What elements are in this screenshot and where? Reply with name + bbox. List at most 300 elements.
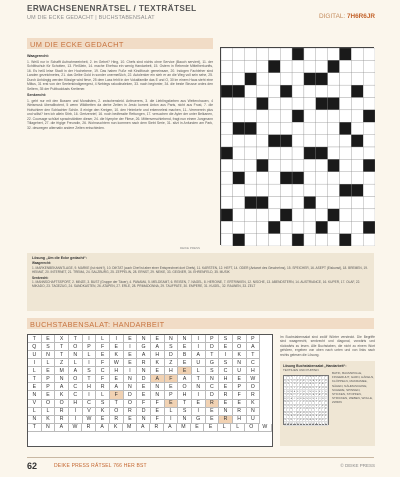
letter-cell[interactable]: R <box>82 424 96 432</box>
crossword-cell[interactable] <box>221 110 233 122</box>
crossword-cell[interactable] <box>221 234 233 246</box>
letter-cell[interactable]: X <box>55 335 69 343</box>
crossword-cell[interactable] <box>221 184 233 196</box>
letter-cell[interactable]: H <box>69 400 83 408</box>
letter-cell[interactable]: P <box>206 335 220 343</box>
crossword-cell[interactable] <box>339 110 351 122</box>
letter-cell[interactable]: O <box>110 408 124 416</box>
letter-cell[interactable]: A <box>164 424 178 432</box>
crossword-cell[interactable] <box>245 135 257 147</box>
crossword-cell[interactable] <box>221 48 233 60</box>
letter-cell[interactable]: S <box>83 367 97 375</box>
crossword-cell[interactable] <box>245 172 257 184</box>
letter-cell[interactable]: W <box>83 416 97 424</box>
crossword-cell[interactable] <box>304 135 316 147</box>
letter-cell[interactable]: U <box>28 351 42 359</box>
letter-cell[interactable]: W <box>69 424 83 432</box>
letter-cell[interactable]: N <box>151 383 165 391</box>
letter-grid[interactable] <box>27 334 273 447</box>
crossword-cell[interactable] <box>304 159 316 171</box>
crossword-cell[interactable] <box>304 184 316 196</box>
crossword-cell[interactable] <box>339 221 351 233</box>
letter-cell[interactable]: Q <box>28 343 42 351</box>
letter-cell[interactable]: K <box>96 408 110 416</box>
letter-cell[interactable]: E <box>110 343 124 351</box>
crossword-cell[interactable] <box>280 221 292 233</box>
letter-cell[interactable]: R <box>219 391 233 399</box>
letter-cell[interactable]: R <box>124 408 138 416</box>
letter-cell[interactable]: L <box>192 367 206 375</box>
letter-cell[interactable]: N <box>137 367 151 375</box>
letter-cell[interactable]: U <box>247 416 261 424</box>
crossword-cell[interactable] <box>268 122 280 134</box>
crossword-cell[interactable] <box>268 85 280 97</box>
letter-cell[interactable]: R <box>137 359 151 367</box>
letter-cell[interactable]: T <box>69 335 83 343</box>
letter-cell[interactable]: E <box>124 416 138 424</box>
crossword-cell[interactable] <box>245 98 257 110</box>
letter-cell[interactable]: H <box>247 367 261 375</box>
letter-cell[interactable]: M <box>55 367 69 375</box>
letter-cell[interactable]: R <box>55 416 69 424</box>
letter-cell[interactable]: H <box>151 351 165 359</box>
letter-cell[interactable]: V <box>83 408 97 416</box>
letter-cell[interactable]: S <box>219 359 233 367</box>
crossword-cell[interactable] <box>292 122 304 134</box>
letter-cell[interactable]: M <box>123 424 137 432</box>
crossword-cell[interactable] <box>304 234 316 246</box>
letter-cell[interactable]: R <box>206 400 220 408</box>
letter-cell[interactable]: E <box>151 367 165 375</box>
letter-cell[interactable]: L <box>165 408 179 416</box>
crossword-cell[interactable] <box>245 221 257 233</box>
letter-cell[interactable]: N <box>69 351 83 359</box>
crossword-cell[interactable] <box>292 73 304 85</box>
crossword-cell[interactable] <box>304 172 316 184</box>
crossword-cell[interactable] <box>304 110 316 122</box>
letter-cell[interactable]: T <box>28 375 42 383</box>
letter-cell[interactable]: K <box>247 400 261 408</box>
letter-cell[interactable]: U <box>233 367 247 375</box>
crossword-cell[interactable] <box>292 221 304 233</box>
crossword-cell[interactable] <box>221 172 233 184</box>
crossword-cell[interactable] <box>233 135 245 147</box>
letter-cell[interactable]: K <box>110 351 124 359</box>
letter-cell[interactable]: S <box>206 367 220 375</box>
letter-cell[interactable]: D <box>206 391 220 399</box>
crossword-cell[interactable] <box>363 73 375 85</box>
crossword-cell[interactable] <box>233 60 245 72</box>
crossword-cell[interactable] <box>304 85 316 97</box>
letter-cell[interactable]: G <box>192 416 206 424</box>
crossword-cell[interactable] <box>245 110 257 122</box>
crossword-cell[interactable] <box>268 184 280 196</box>
crossword-cell[interactable] <box>339 135 351 147</box>
crossword-cell[interactable] <box>363 98 375 110</box>
crossword-cell[interactable] <box>363 135 375 147</box>
crossword-cell[interactable] <box>257 209 269 221</box>
letter-cell[interactable]: E <box>96 351 110 359</box>
letter-cell[interactable]: E <box>165 383 179 391</box>
letter-cell[interactable]: L <box>218 424 232 432</box>
crossword-cell[interactable] <box>245 184 257 196</box>
crossword-cell[interactable] <box>268 172 280 184</box>
crossword-cell[interactable] <box>257 184 269 196</box>
crossword-cell[interactable] <box>292 209 304 221</box>
crossword-cell[interactable] <box>292 135 304 147</box>
crossword-cell[interactable] <box>257 221 269 233</box>
letter-cell[interactable]: P <box>233 383 247 391</box>
letter-cell[interactable]: D <box>137 375 151 383</box>
letter-cell[interactable]: L <box>28 408 42 416</box>
letter-cell[interactable]: H <box>165 367 179 375</box>
letter-cell[interactable]: T <box>206 351 220 359</box>
letter-cell[interactable]: Z <box>55 359 69 367</box>
letter-cell[interactable]: R <box>219 416 233 424</box>
crossword-cell[interactable] <box>363 234 375 246</box>
crossword-cell[interactable] <box>363 60 375 72</box>
letter-cell[interactable]: T <box>83 375 97 383</box>
crossword-cell[interactable] <box>233 209 245 221</box>
crossword-cell[interactable] <box>339 209 351 221</box>
letter-cell[interactable]: E <box>178 343 192 351</box>
crossword-cell[interactable] <box>292 184 304 196</box>
letter-cell[interactable]: I <box>192 391 206 399</box>
crossword-cell[interactable] <box>268 197 280 209</box>
letter-cell[interactable]: C <box>219 367 233 375</box>
letter-cell[interactable]: A <box>69 367 83 375</box>
letter-cell[interactable]: I <box>192 408 206 416</box>
letter-cell[interactable]: I <box>83 391 97 399</box>
crossword-cell[interactable] <box>233 197 245 209</box>
letter-cell[interactable]: A <box>96 424 110 432</box>
crossword-cell[interactable] <box>328 85 340 97</box>
letter-cell[interactable]: I <box>69 416 83 424</box>
crossword-cell[interactable] <box>280 48 292 60</box>
letter-cell[interactable]: N <box>165 335 179 343</box>
letter-cell[interactable]: E <box>124 335 138 343</box>
crossword-cell[interactable] <box>304 221 316 233</box>
crossword-cell[interactable] <box>221 159 233 171</box>
letter-cell[interactable]: N <box>124 375 138 383</box>
letter-cell[interactable]: R <box>233 408 247 416</box>
letter-cell[interactable]: A <box>110 383 124 391</box>
letter-cell[interactable]: F <box>151 400 165 408</box>
crossword-cell[interactable] <box>363 122 375 134</box>
letter-cell[interactable]: L <box>96 335 110 343</box>
crossword-cell[interactable] <box>268 110 280 122</box>
letter-cell[interactable]: C <box>247 359 261 367</box>
crossword-cell[interactable] <box>280 234 292 246</box>
letter-cell[interactable]: N <box>247 408 261 416</box>
crossword-cell[interactable] <box>280 110 292 122</box>
letter-cell[interactable]: N <box>42 424 56 432</box>
letter-cell[interactable]: K <box>55 391 69 399</box>
crossword-cell[interactable] <box>233 159 245 171</box>
crossword-cell[interactable] <box>316 135 328 147</box>
letter-cell[interactable]: N <box>55 375 69 383</box>
letter-cell[interactable]: T <box>178 400 192 408</box>
letter-cell[interactable]: E <box>165 400 179 408</box>
crossword-cell[interactable] <box>328 221 340 233</box>
crossword-cell[interactable] <box>316 172 328 184</box>
crossword-cell[interactable] <box>280 197 292 209</box>
crossword-cell[interactable] <box>292 159 304 171</box>
crossword-cell[interactable] <box>245 85 257 97</box>
letter-cell[interactable]: T <box>28 424 42 432</box>
letter-cell[interactable]: A <box>151 343 165 351</box>
letter-cell[interactable]: A <box>178 375 192 383</box>
letter-cell[interactable]: T <box>55 343 69 351</box>
crossword-cell[interactable] <box>339 85 351 97</box>
letter-cell[interactable]: I <box>192 343 206 351</box>
letter-cell[interactable]: I <box>124 367 138 375</box>
letter-cell[interactable]: E <box>233 400 247 408</box>
crossword-cell[interactable] <box>257 122 269 134</box>
letter-cell[interactable]: F <box>233 391 247 399</box>
letter-cell[interactable]: G <box>206 359 220 367</box>
crossword-cell[interactable] <box>233 110 245 122</box>
letter-cell[interactable]: P <box>165 391 179 399</box>
letter-cell[interactable]: E <box>204 424 218 432</box>
crossword-cell[interactable] <box>351 197 363 209</box>
crossword-cell[interactable] <box>257 172 269 184</box>
letter-cell[interactable]: O <box>233 343 247 351</box>
letter-cell[interactable]: S <box>96 400 110 408</box>
crossword-cell[interactable] <box>268 234 280 246</box>
crossword-cell[interactable] <box>316 60 328 72</box>
letter-cell[interactable]: E <box>206 408 220 416</box>
letter-cell[interactable]: K <box>109 424 123 432</box>
crossword-cell[interactable] <box>363 48 375 60</box>
letter-cell[interactable]: I <box>28 359 42 367</box>
letter-cell[interactable]: M <box>177 424 191 432</box>
letter-cell[interactable]: G <box>137 343 151 351</box>
crossword-cell[interactable] <box>292 60 304 72</box>
crossword-cell[interactable] <box>328 122 340 134</box>
crossword-cell[interactable] <box>351 209 363 221</box>
crossword-cell[interactable] <box>280 147 292 159</box>
letter-cell[interactable]: R <box>110 416 124 424</box>
letter-cell[interactable]: N <box>219 408 233 416</box>
letter-cell[interactable]: H <box>178 391 192 399</box>
crossword-cell[interactable] <box>221 98 233 110</box>
letter-cell[interactable]: A <box>55 424 69 432</box>
letter-cell[interactable]: T <box>55 351 69 359</box>
letter-cell[interactable]: P <box>42 375 56 383</box>
letter-cell[interactable]: R <box>96 383 110 391</box>
letter-cell[interactable]: R <box>233 335 247 343</box>
crossword-cell[interactable] <box>316 184 328 196</box>
letter-cell[interactable]: S <box>42 343 56 351</box>
crossword-cell[interactable] <box>316 110 328 122</box>
letter-cell[interactable]: A <box>192 351 206 359</box>
crossword-cell[interactable] <box>339 172 351 184</box>
letter-cell[interactable]: L <box>231 424 245 432</box>
letter-cell[interactable]: F <box>96 375 110 383</box>
crossword-cell[interactable] <box>339 98 351 110</box>
crossword-cell[interactable] <box>304 60 316 72</box>
crossword-cell[interactable] <box>304 98 316 110</box>
crossword-cell[interactable] <box>245 159 257 171</box>
crossword-cell[interactable] <box>280 159 292 171</box>
crossword-cell[interactable] <box>351 48 363 60</box>
letter-cell[interactable]: E <box>219 383 233 391</box>
letter-cell[interactable]: A <box>137 351 151 359</box>
letter-cell[interactable]: L <box>28 367 42 375</box>
letter-cell[interactable]: E <box>124 359 138 367</box>
letter-cell[interactable]: O <box>124 400 138 408</box>
letter-cell[interactable]: E <box>219 343 233 351</box>
crossword-cell[interactable] <box>292 98 304 110</box>
letter-cell[interactable]: N <box>178 335 192 343</box>
crossword-cell[interactable] <box>328 147 340 159</box>
letter-cell[interactable]: O <box>69 343 83 351</box>
letter-cell[interactable]: W <box>247 375 261 383</box>
crossword-cell[interactable] <box>257 48 269 60</box>
crossword-cell[interactable] <box>292 147 304 159</box>
letter-cell[interactable]: E <box>110 375 124 383</box>
letter-cell[interactable]: K <box>151 359 165 367</box>
crossword-cell[interactable] <box>316 234 328 246</box>
crossword-cell[interactable] <box>221 197 233 209</box>
letter-cell[interactable]: D <box>206 343 220 351</box>
crossword-cell[interactable] <box>268 159 280 171</box>
crossword-cell[interactable] <box>280 60 292 72</box>
letter-cell[interactable]: E <box>178 367 192 375</box>
crossword-cell[interactable] <box>316 209 328 221</box>
letter-cell[interactable]: U <box>192 359 206 367</box>
letter-cell[interactable]: H <box>219 375 233 383</box>
letter-cell[interactable]: C <box>206 383 220 391</box>
crossword-cell[interactable] <box>233 147 245 159</box>
letter-cell[interactable]: P <box>42 383 56 391</box>
letter-cell[interactable]: E <box>137 391 151 399</box>
crossword-cell[interactable] <box>363 197 375 209</box>
crossword-cell[interactable] <box>257 147 269 159</box>
crossword-cell[interactable] <box>328 48 340 60</box>
letter-cell[interactable]: E <box>219 400 233 408</box>
letter-cell[interactable]: W <box>110 359 124 367</box>
crossword-cell[interactable] <box>339 147 351 159</box>
letter-cell[interactable]: E <box>28 383 42 391</box>
letter-cell[interactable]: C <box>83 400 97 408</box>
letter-cell[interactable]: F <box>96 343 110 351</box>
letter-cell[interactable]: N <box>42 351 56 359</box>
crossword-cell[interactable] <box>316 85 328 97</box>
crossword-cell[interactable] <box>233 221 245 233</box>
letter-cell[interactable]: D <box>137 408 151 416</box>
letter-cell[interactable]: I <box>83 335 97 343</box>
letter-cell[interactable]: N <box>28 391 42 399</box>
crossword-cell[interactable] <box>328 197 340 209</box>
letter-cell[interactable]: E <box>192 400 206 408</box>
letter-cell[interactable]: O <box>178 383 192 391</box>
letter-cell[interactable]: A <box>247 343 261 351</box>
letter-cell[interactable]: S <box>219 335 233 343</box>
crossword-cell[interactable] <box>351 110 363 122</box>
letter-cell[interactable]: W <box>259 424 273 432</box>
crossword-cell[interactable] <box>328 234 340 246</box>
letter-cell[interactable]: E <box>151 408 165 416</box>
crossword-cell[interactable] <box>316 159 328 171</box>
letter-cell[interactable]: B <box>178 351 192 359</box>
crossword-cell[interactable] <box>328 110 340 122</box>
letter-cell[interactable]: F <box>110 391 124 399</box>
letter-cell[interactable]: P <box>247 335 261 343</box>
crossword-cell[interactable] <box>257 60 269 72</box>
crossword-cell[interactable] <box>221 135 233 147</box>
crossword-cell[interactable] <box>268 98 280 110</box>
crossword-cell[interactable] <box>245 209 257 221</box>
letter-cell[interactable]: F <box>165 375 179 383</box>
crossword-cell[interactable] <box>257 73 269 85</box>
crossword-cell[interactable] <box>245 48 257 60</box>
letter-cell[interactable]: N <box>206 375 220 383</box>
letter-cell[interactable]: A <box>137 424 151 432</box>
letter-cell[interactable]: L <box>42 359 56 367</box>
letter-cell[interactable]: E <box>42 391 56 399</box>
crossword-cell[interactable] <box>292 197 304 209</box>
letter-cell[interactable]: R <box>55 408 69 416</box>
crossword-cell[interactable] <box>351 98 363 110</box>
crossword-cell[interactable] <box>363 209 375 221</box>
crossword-cell[interactable] <box>233 73 245 85</box>
letter-cell[interactable]: I <box>110 335 124 343</box>
crossword-cell[interactable] <box>328 184 340 196</box>
letter-cell[interactable]: E <box>124 351 138 359</box>
letter-cell[interactable]: I <box>192 335 206 343</box>
letter-cell[interactable]: L <box>69 359 83 367</box>
letter-cell[interactable]: O <box>69 375 83 383</box>
letter-cell[interactable]: N <box>137 335 151 343</box>
letter-cell[interactable]: N <box>178 416 192 424</box>
letter-cell[interactable]: D <box>165 351 179 359</box>
crossword-cell[interactable] <box>351 234 363 246</box>
letter-cell[interactable]: L <box>83 351 97 359</box>
letter-cell[interactable]: A <box>151 375 165 383</box>
crossword-cell[interactable] <box>328 135 340 147</box>
letter-cell[interactable]: F <box>151 416 165 424</box>
letter-cell[interactable]: N <box>233 359 247 367</box>
crossword-cell[interactable] <box>363 184 375 196</box>
letter-cell[interactable]: E <box>178 359 192 367</box>
letter-cell[interactable]: I <box>69 408 83 416</box>
letter-cell[interactable]: V <box>28 400 42 408</box>
letter-cell[interactable]: N <box>124 383 138 391</box>
crossword-cell[interactable] <box>363 172 375 184</box>
letter-cell[interactable]: N <box>151 391 165 399</box>
letter-cell[interactable]: S <box>178 408 192 416</box>
crossword-cell[interactable] <box>339 197 351 209</box>
letter-cell[interactable]: L <box>42 408 56 416</box>
letter-cell[interactable]: H <box>233 416 247 424</box>
letter-cell[interactable]: L <box>96 391 110 399</box>
crossword-cell[interactable] <box>280 122 292 134</box>
letter-cell[interactable]: T <box>28 335 42 343</box>
letter-cell[interactable]: I <box>219 351 233 359</box>
crossword-cell[interactable] <box>292 85 304 97</box>
letter-cell[interactable]: F <box>96 359 110 367</box>
letter-cell[interactable]: E <box>137 383 151 391</box>
letter-cell[interactable]: O <box>42 400 56 408</box>
letter-cell[interactable]: O <box>245 424 259 432</box>
crossword-cell[interactable] <box>257 85 269 97</box>
letter-cell[interactable]: R <box>247 391 261 399</box>
crossword-cell[interactable] <box>257 110 269 122</box>
letter-cell[interactable]: E <box>96 416 110 424</box>
letter-cell[interactable]: O <box>247 383 261 391</box>
